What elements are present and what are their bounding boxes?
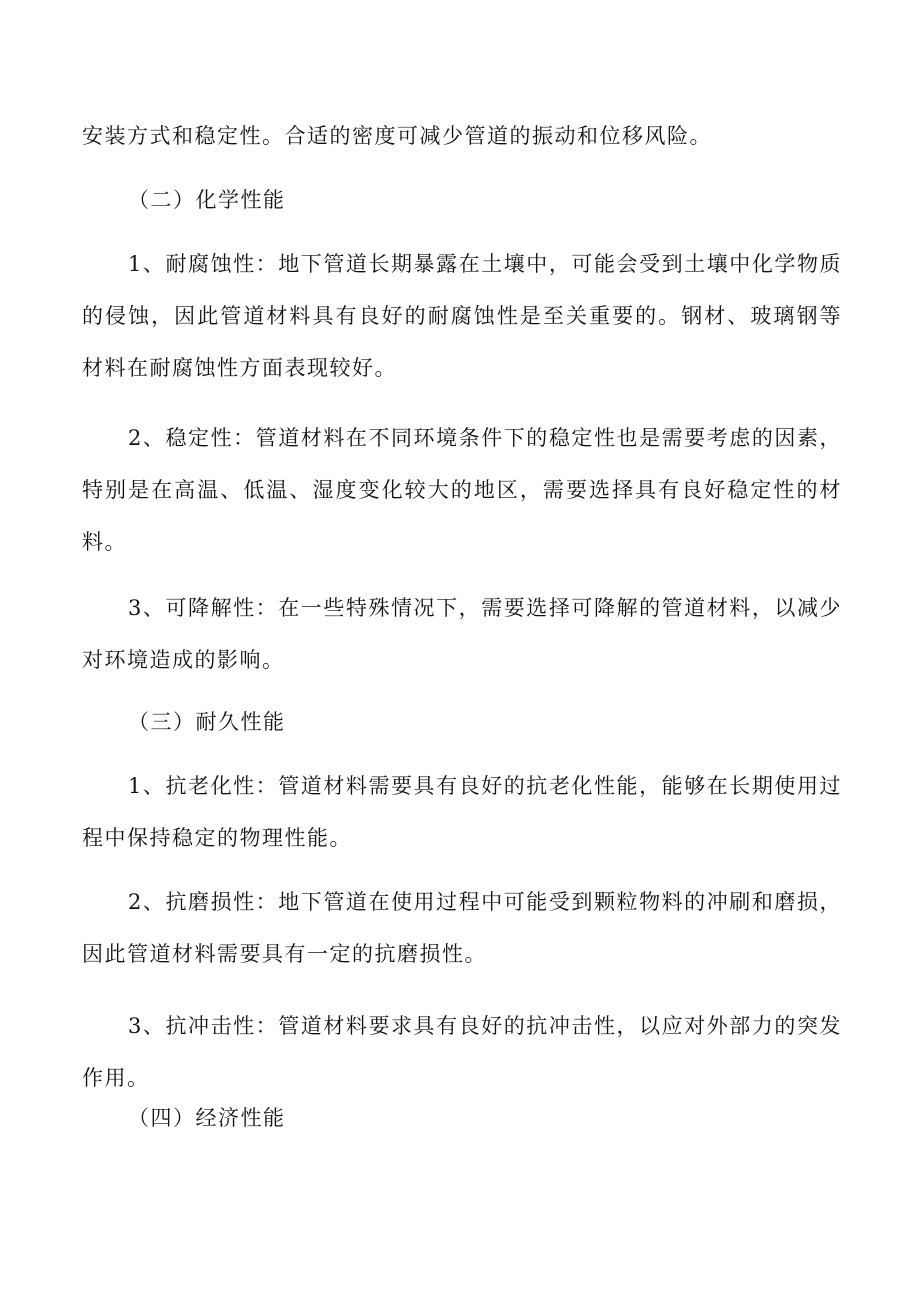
paragraph-wear-resistance: 2、抗磨损性：地下管道在使用过程中可能受到颗粒物料的冲刷和磨损，因此管道材料需要具有一定的抗磨损性。 [82, 890, 842, 966]
paragraph-corrosion-resistance: 1、耐腐蚀性：地下管道长期暴露在土壤中，可能会受到土壤中化学物质的侵蚀，因此管道材料具有良好的耐腐蚀性是至关重要的。钢材、玻璃钢等材料在耐腐蚀性方面表现较好。 [82, 252, 842, 380]
paragraph-anti-aging: 1、抗老化性：管道材料需要具有良好的抗老化性能，能够在长期使用过程中保持稳定的物理性能。 [82, 774, 842, 850]
section-heading-economic: （四）经济性能 [128, 1106, 286, 1130]
paragraph-stability: 2、稳定性：管道材料在不同环境条件下的稳定性也是需要考虑的因素，特别是在高温、低温、湿度变化较大的地区，需要选择具有良好稳定性的材料。 [82, 426, 842, 554]
section-heading-chemical: （二）化学性能 [128, 188, 286, 212]
paragraph-impact-resistance: 3、抗冲击性：管道材料要求具有良好的抗冲击性，以应对外部力的突发作用。 [82, 1014, 842, 1090]
paragraph-degradability: 3、可降解性：在一些特殊情况下，需要选择可降解的管道材料，以减少对环境造成的影响。 [82, 596, 842, 672]
continued-paragraph: 安装方式和稳定性。合适的密度可减少管道的振动和位移风险。 [82, 124, 712, 148]
section-heading-durability: （三）耐久性能 [128, 710, 286, 734]
